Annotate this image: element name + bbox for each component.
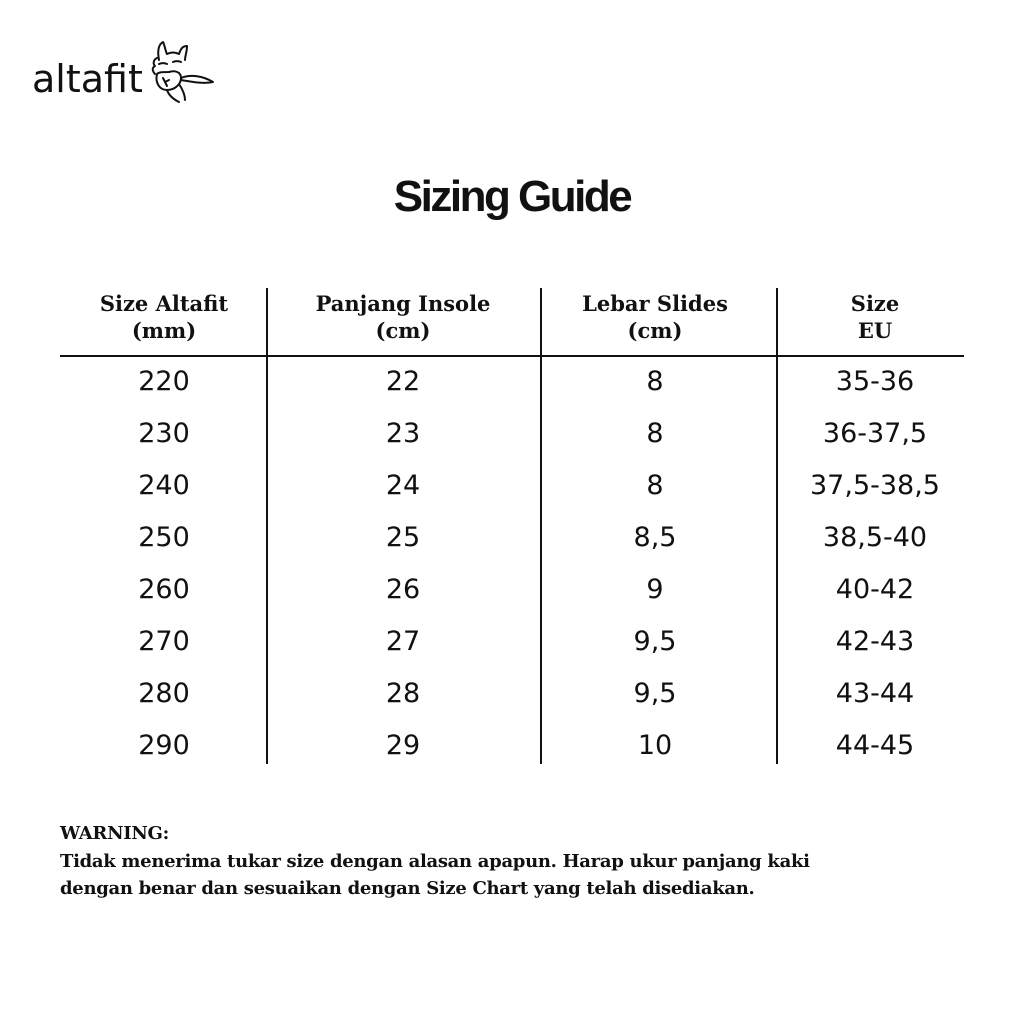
table-cell: 270 [138,626,190,657]
table-cell: 27 [385,626,421,657]
table-cell: 220 [138,366,190,397]
table-cell: 37,5-38,5 [810,470,940,501]
table-cell: 26 [385,574,421,605]
table-cell: 240 [138,470,190,501]
header-unit: EU [857,318,893,343]
header-unit: (mm) [131,318,197,343]
warning-text-line2: dengan benar dan sesuaikan dengan Size Chart yang telah disediakan. [60,878,755,899]
table-cell: 42-43 [835,626,915,657]
warning-heading: WARNING: [60,823,169,844]
header-size-altafit [44,290,284,344]
table-cell: 230 [138,418,190,449]
table-cell: 260 [138,574,190,605]
table-cell: 36-37,5 [822,418,928,449]
brand-name: altafit [32,57,143,101]
header-label: Size [850,291,900,316]
header-lebar-slides [535,290,775,344]
table-cell: 38,5-40 [822,522,928,553]
table-cell: 280 [138,678,190,709]
llama-icon [145,38,215,104]
table-cell: 250 [138,522,190,553]
header-unit: (cm) [375,318,431,343]
table-cell: 8 [646,418,664,449]
table-cell: 8 [646,470,664,501]
warning-text-line1: Tidak menerima tukar size dengan alasan apapun. Harap ukur panjang kaki [60,850,810,872]
table-cell: 10 [637,730,673,761]
header-unit: (cm) [627,318,683,343]
header-label: Panjang Insole [315,291,491,316]
table-cell: 290 [138,730,190,761]
page-title: Sizing Guide [393,172,631,221]
table-cell: 43-44 [835,678,915,709]
header-label: Lebar Slides [582,291,728,316]
warning-note [60,820,810,903]
brand-logo [32,38,215,101]
table-cell: 44-45 [835,730,915,761]
header-size-eu [755,290,995,344]
table-cell: 35-36 [835,366,915,397]
table-cell: 9,5 [633,626,677,657]
column-divider [540,288,542,764]
table-cell: 29 [385,730,421,761]
header-label: Size Altafit [99,291,229,316]
table-cell: 28 [385,678,421,709]
table-cell: 25 [385,522,421,553]
header-divider [60,355,964,357]
table-cell: 8,5 [633,522,677,553]
table-cell: 40-42 [835,574,915,605]
table-cell: 8 [646,366,664,397]
table-cell: 22 [385,366,421,397]
header-panjang-insole [283,290,523,344]
table-cell: 24 [385,470,421,501]
table-cell: 9 [646,574,664,605]
table-cell: 9,5 [633,678,677,709]
table-cell: 23 [385,418,421,449]
